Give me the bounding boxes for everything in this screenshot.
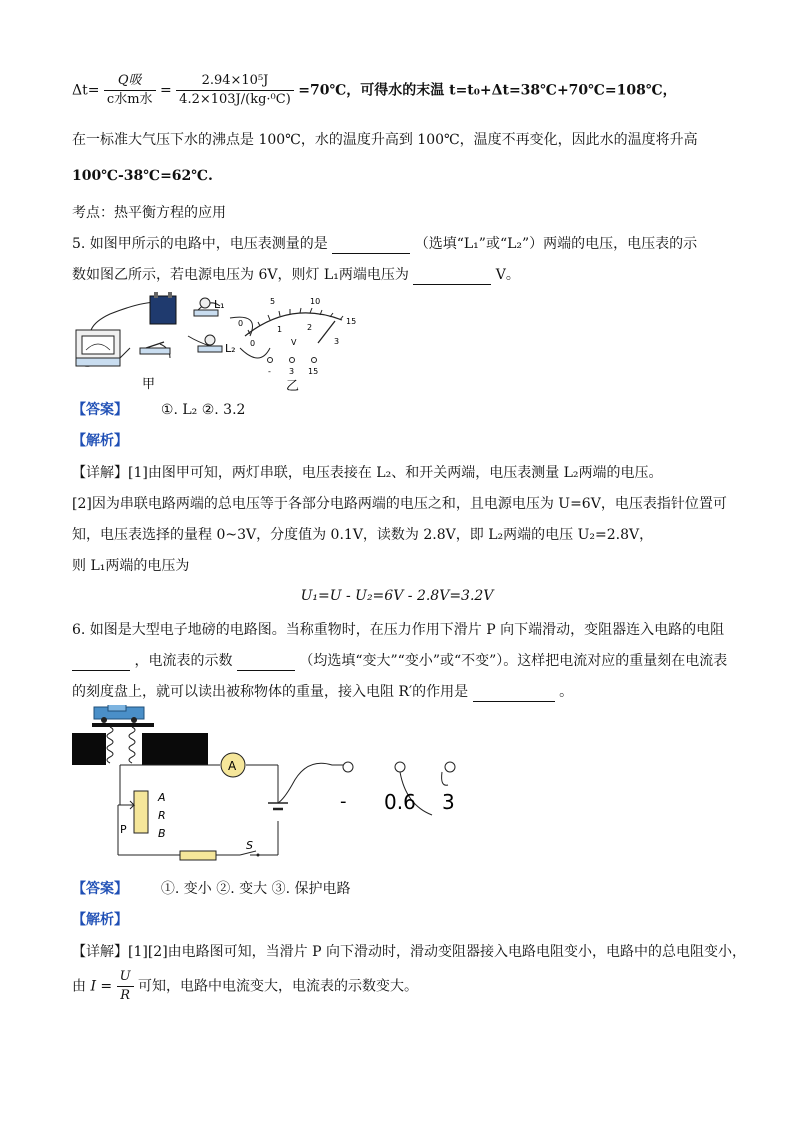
- scale-top-10: 10: [310, 297, 321, 306]
- q6-text-c: （均选填“变大”“变小”或“不变”）。这样把电流对应的重量刻在电流表: [299, 653, 728, 669]
- fig-jia-caption: 甲: [142, 377, 156, 392]
- q5-detail-3: 知，电压表选择的量程 0~3V，分度值为 0.1V，读数为 2.8V，即 L₂两端的电压 U₂=2.8V，: [72, 527, 654, 543]
- battery: [150, 296, 176, 324]
- label-a: A: [158, 791, 166, 804]
- q5-line-2: [72, 265, 520, 285]
- fig-yi-caption: 乙: [286, 379, 300, 394]
- q6-detail-2: [72, 968, 418, 1005]
- q5-figures: [70, 288, 370, 398]
- equals-sign: =: [159, 82, 172, 99]
- scale-low-3: 3: [334, 337, 340, 346]
- analysis-tag: 【解析】: [72, 912, 128, 928]
- scale-low-0: 0: [250, 339, 256, 348]
- ohm-law-denominator: R: [120, 988, 130, 1003]
- dial-needle: [318, 321, 335, 343]
- fraction-numerator: 2.94×10⁵J: [176, 72, 294, 91]
- q6-answer-line: [72, 879, 351, 899]
- q5-formula: U₁=U - U₂=6V - 2.8V=3.2V: [300, 588, 494, 604]
- q6-answer: ①. 变小 ②. 变大 ③. 保护电路: [160, 881, 351, 897]
- q6-text-b: ，电流表的示数: [134, 653, 233, 669]
- base-block-left: [72, 733, 106, 765]
- q6-text-d: 的刻度盘上，就可以读出被称物体的重量，接入电阻 R′的作用是: [72, 684, 469, 700]
- voltmeter-dial-yi: [238, 297, 356, 394]
- answer-tag: 【答案】: [72, 402, 128, 418]
- base-block-right: [142, 733, 208, 765]
- label-r: R: [158, 809, 166, 822]
- bulb-l1-icon: [200, 298, 210, 308]
- scale-top-5: 5: [270, 297, 276, 306]
- bulb-l2-icon: [205, 335, 215, 345]
- paragraph-result: 100℃-38℃=62℃.: [72, 168, 213, 184]
- scale-zero-top: 0: [238, 319, 244, 328]
- q5-detail-2: [2]因为串联电路两端的总电压等于各部分电路两端的电压之和，且电源电压为 U=6V，电压表指针位置可: [72, 496, 727, 512]
- weighbridge-circuit: [70, 705, 480, 865]
- ohm-law-numerator: U: [117, 968, 134, 987]
- q6-detail-2a: 由: [72, 978, 86, 995]
- analysis-tag: 【解析】: [72, 433, 128, 449]
- label-s: S: [246, 839, 253, 852]
- q5-blank-2: [413, 270, 491, 285]
- formula-result: =70℃，可得水的末温 t=t₀+Δt=38℃+70℃=108℃，: [298, 82, 677, 99]
- q6-line-1: 6. 如图是大型电子地磅的电路图。当称重物时，在压力作用下滑片 P 向下端滑动，变阻器连入电路的电阻: [72, 622, 725, 638]
- fraction-denominator: 4.2×103J/(kg·⁰C): [179, 92, 291, 107]
- fraction-q-over-cm: [104, 72, 156, 109]
- answer-tag: 【答案】: [72, 881, 128, 897]
- topic-line: 考点：热平衡方程的应用: [72, 205, 226, 221]
- dial-minus: -: [340, 791, 347, 812]
- q5-text-b: （选填“L₁”或“L₂”）两端的电压，电压表的示: [414, 236, 698, 252]
- q5-line-1: [72, 234, 697, 254]
- rheostat: [134, 791, 148, 833]
- label-l2: L₂: [225, 342, 236, 355]
- fraction-numerator: Q吸: [104, 72, 156, 91]
- ohm-law-fraction: [117, 968, 134, 1005]
- q5-text-c: 数如图乙所示，若电源电压为 6V，则灯 L₁两端电压为: [72, 267, 409, 283]
- q5-answer: ①. L₂ ②. 3.2: [160, 402, 246, 418]
- fraction-denominator: c水m水: [106, 92, 153, 107]
- q5-blank-1: [332, 239, 410, 254]
- fraction-values: [176, 72, 294, 109]
- dial-3: 3: [442, 790, 455, 814]
- resistor-r-prime: [180, 851, 216, 860]
- q6-blank-3: [473, 687, 555, 702]
- delta-t-label: Δt=: [72, 82, 100, 99]
- terminal-15: 15: [308, 367, 319, 376]
- label-b: B: [158, 827, 166, 840]
- ohm-law-i: I =: [90, 978, 113, 995]
- scale-low-2: 2: [307, 323, 313, 332]
- dial-0-6: 0.6: [384, 790, 416, 814]
- q5-text-d: V。: [495, 267, 520, 283]
- q6-blank-2: [237, 656, 295, 671]
- ammeter-label: A: [228, 759, 237, 773]
- q6-line-2: [72, 651, 727, 671]
- label-p: P: [120, 823, 127, 836]
- scale-top-15: 15: [346, 317, 357, 326]
- unit-v: V: [291, 338, 297, 347]
- q5-answer-line: [72, 400, 245, 420]
- label-l1: L₁: [214, 298, 225, 311]
- q6-blank-1: [72, 656, 130, 671]
- q5-detail-4: 则 L₁两端的电压为: [72, 558, 190, 574]
- q6-detail-1: 【详解】[1][2]由电路图可知，当滑片 P 向下滑动时，滑动变阻器接入电路电阻变小，电路中的总电阻变小，: [72, 944, 746, 960]
- q5-text-a: 5. 如图甲所示的电路中，电压表测量的是: [72, 236, 328, 252]
- q6-line-3: [72, 682, 573, 702]
- circuit-jia: [76, 292, 270, 392]
- delta-t-formula: [72, 72, 677, 109]
- paragraph-boiling: 在一标准大气压下水的沸点是 100℃，水的温度升高到 100℃，温度不再变化，因此水的温度将升高: [72, 132, 698, 148]
- ammeter-dial-wire: [278, 763, 346, 803]
- scale-low-1: 1: [277, 325, 283, 334]
- terminal-3: 3: [289, 367, 295, 376]
- q5-detail-1: 【详解】[1]由图甲可知，两灯串联，电压表接在 L₂、和开关两端，电压表测量 L₂两端的电压。: [72, 465, 663, 481]
- truck-icon: [94, 705, 144, 723]
- q6-text-e: 。: [559, 684, 574, 700]
- terminal-minus: -: [268, 367, 271, 376]
- q6-detail-2b: 可知，电路中电流变大，电流表的示数变大。: [138, 978, 419, 995]
- switch: [140, 348, 170, 354]
